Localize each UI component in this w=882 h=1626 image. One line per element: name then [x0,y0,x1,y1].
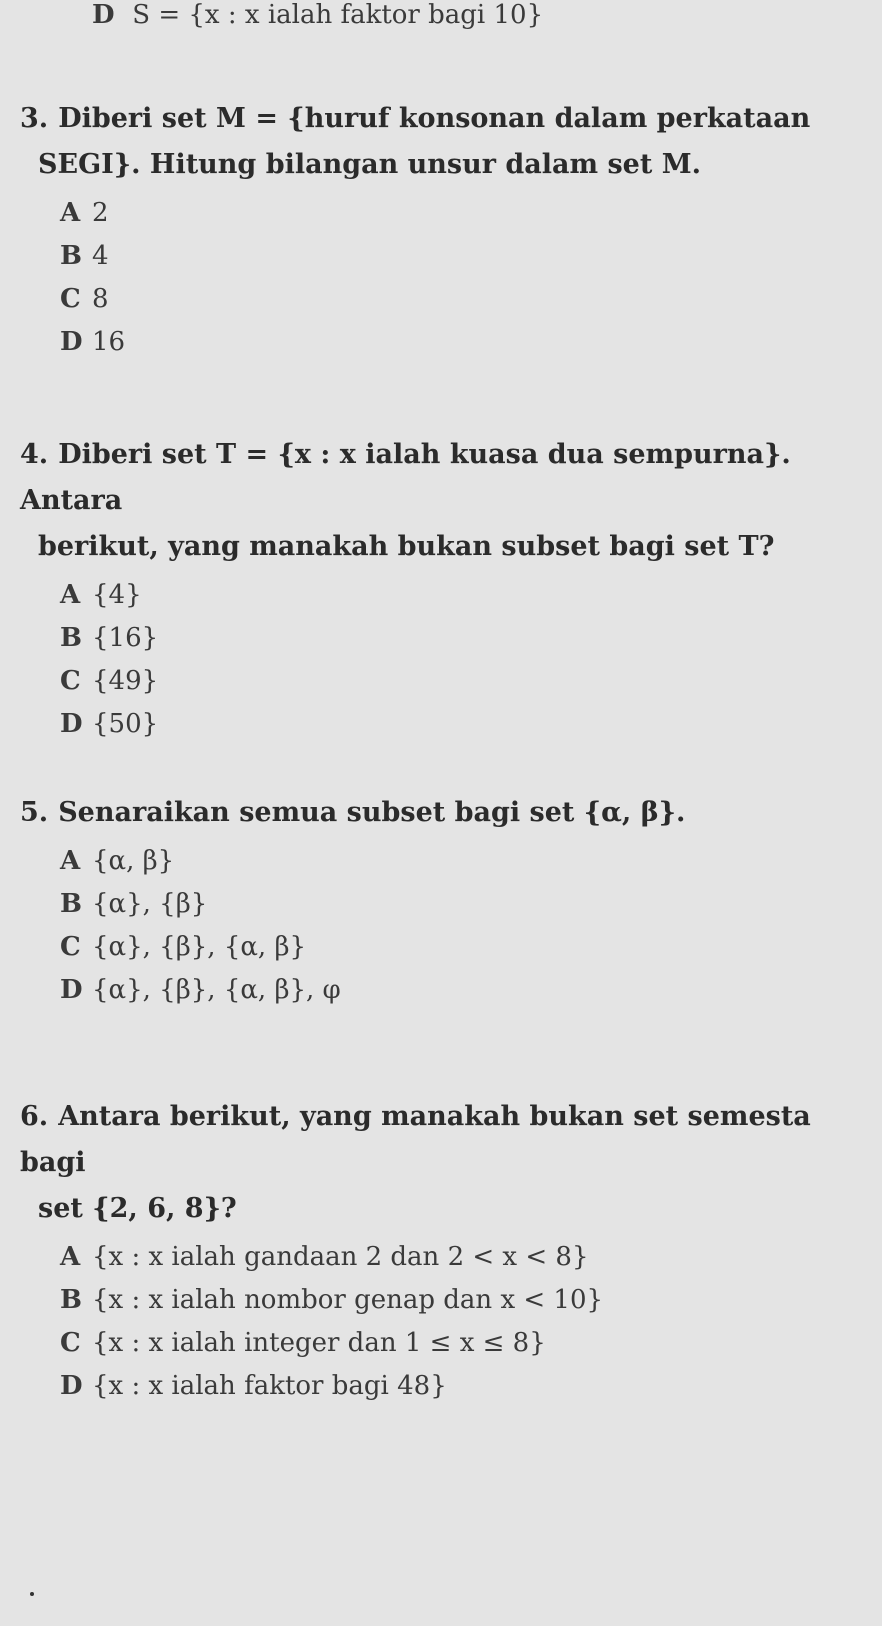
stem-line-1: Senaraikan semua subset bagi set {α, β}. [58,797,686,828]
option-letter: B [60,241,82,271]
option-a[interactable] [60,192,870,235]
option-text: {x : x ialah nombor genap dan x < 10} [92,1285,604,1315]
option-c[interactable] [60,660,870,703]
options-list [20,1236,870,1408]
ink-dot [30,1592,34,1596]
option-d[interactable] [60,321,870,364]
stem-line-2: SEGI}. Hitung bilangan unsur dalam set M. [38,149,701,180]
question-4 [20,432,870,746]
option-a[interactable] [60,574,870,617]
option-text: {49} [92,666,159,696]
question-stem [20,96,870,188]
option-text: {x : x ialah faktor bagi 48} [92,1371,447,1401]
option-d[interactable] [60,1365,870,1408]
option-letter: D [60,327,83,357]
stem-line-1: Diberi set M = {huruf konsonan dalam perkataan [58,103,811,134]
previous-option-d [92,0,543,30]
option-c[interactable] [60,926,870,969]
option-b[interactable] [60,883,870,926]
stem-line-2: set {2, 6, 8}? [38,1193,237,1224]
option-d[interactable] [60,703,870,746]
option-text: 8 [92,284,109,314]
question-number: 4. [20,439,49,470]
stem-line-1: Antara berikut, yang manakah bukan set semesta bagi [20,1101,811,1178]
stem-line-2: berikut, yang manakah bukan subset bagi set T? [38,531,775,562]
option-letter: D [60,975,83,1005]
option-text: {4} [92,580,142,610]
option-letter: C [60,284,81,314]
question-6 [20,1094,870,1408]
option-text: 4 [92,241,109,271]
option-text: 16 [92,327,126,357]
option-letter: D [92,0,115,30]
option-letter: A [60,198,81,228]
option-text: {α}, {β}, {α, β}, φ [92,975,341,1005]
option-letter: A [60,580,81,610]
option-text: {x : x ialah gandaan 2 dan 2 < x < 8} [92,1242,589,1272]
option-letter: C [60,932,81,962]
option-d[interactable] [60,969,870,1012]
option-a[interactable] [60,1236,870,1279]
option-text: {50} [92,709,159,739]
option-text: S = {x : x ialah faktor bagi 10} [132,0,544,30]
option-letter: D [60,709,83,739]
option-b[interactable] [60,1279,870,1322]
question-stem [20,1094,870,1232]
options-list [20,574,870,746]
option-text: {α}, {β} [92,889,208,919]
stem-line-1: Diberi set T = {x : x ialah kuasa dua sempurna}. Antara [20,439,791,516]
question-stem [20,432,870,570]
question-5 [20,790,870,1012]
option-text: {α, β} [92,846,175,876]
option-letter: B [60,889,82,919]
question-3 [20,96,870,364]
option-letter: C [60,1328,81,1358]
option-text: 2 [92,198,109,228]
question-number: 5. [20,797,49,828]
option-c[interactable] [60,1322,870,1365]
option-text: {α}, {β}, {α, β} [92,932,307,962]
option-letter: D [60,1371,83,1401]
option-b[interactable] [60,617,870,660]
options-list [20,840,870,1012]
option-b[interactable] [60,235,870,278]
options-list [20,192,870,364]
question-number: 6. [20,1101,49,1132]
question-stem [20,790,870,836]
option-letter: B [60,1285,82,1315]
question-number: 3. [20,103,49,134]
option-text: {16} [92,623,159,653]
option-text: {x : x ialah integer dan 1 ≤ x ≤ 8} [92,1328,546,1358]
option-letter: C [60,666,81,696]
option-letter: A [60,846,81,876]
option-letter: A [60,1242,81,1272]
option-c[interactable] [60,278,870,321]
option-letter: B [60,623,82,653]
option-a[interactable] [60,840,870,883]
